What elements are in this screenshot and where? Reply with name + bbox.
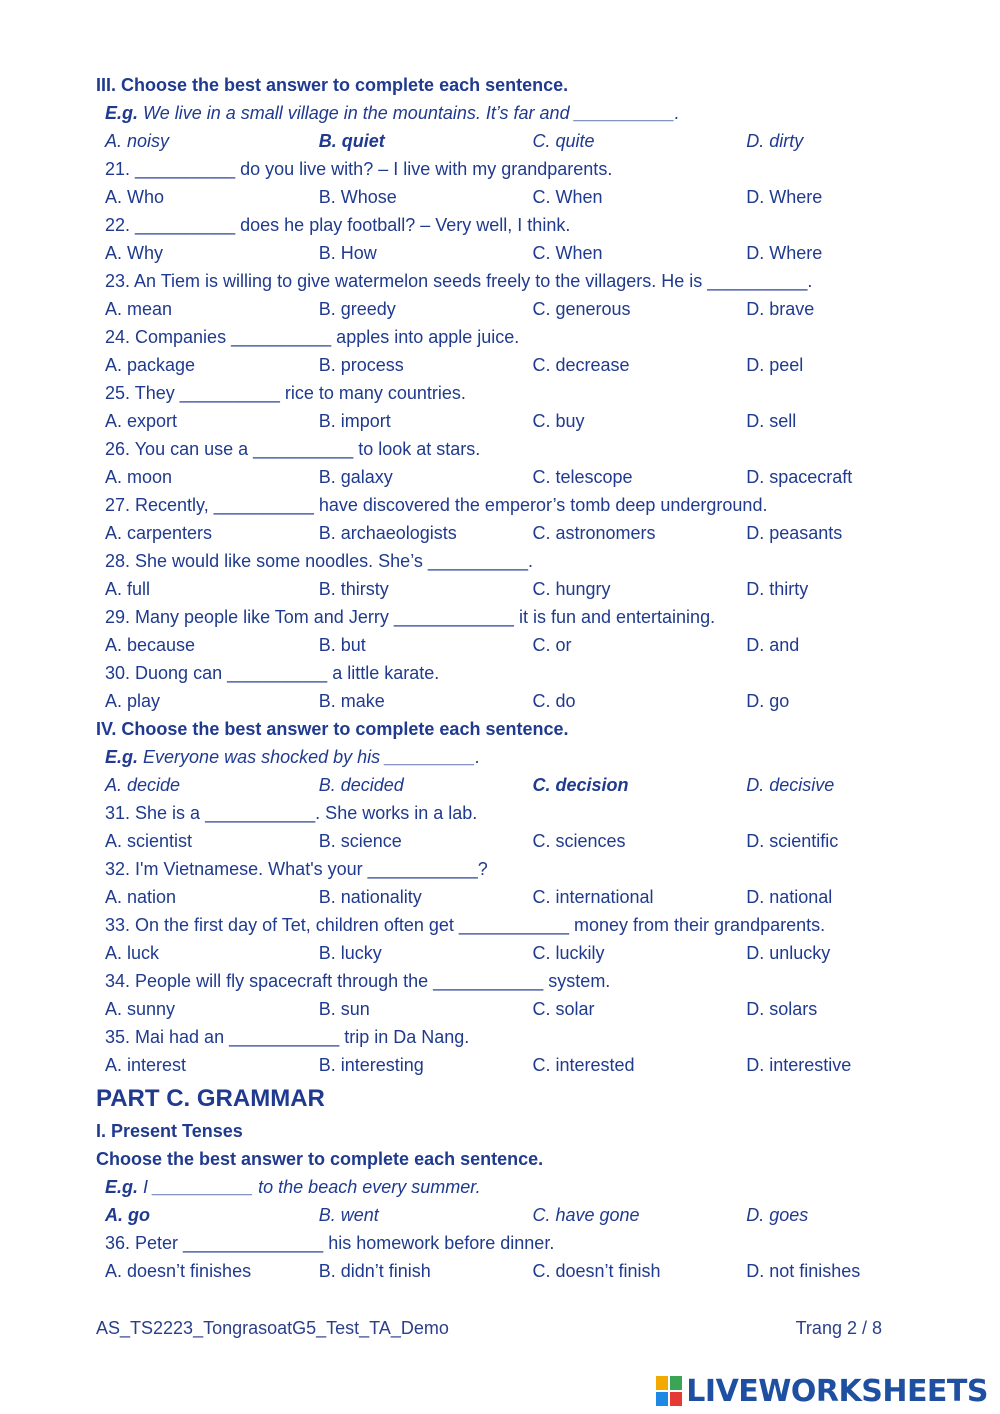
question-options (96, 687, 916, 715)
question-options (96, 995, 916, 1023)
example-text: I __________ to the beach every summer. (143, 1177, 481, 1197)
option-b[interactable]: B. sun (318, 999, 370, 1019)
page-footer (96, 1318, 882, 1339)
option-b[interactable]: B. lucky (318, 943, 382, 963)
example-question (96, 743, 916, 771)
option-a[interactable]: A. nation (105, 887, 177, 907)
option-d[interactable]: D. brave (746, 299, 815, 319)
question-text: 33. On the first day of Tet, children often get ___________ money from their grandparents. (105, 915, 826, 935)
option-b[interactable]: B. import (318, 411, 391, 431)
option-a[interactable]: A. luck (105, 943, 160, 963)
option-c[interactable]: C. hungry (532, 579, 611, 599)
example-question (96, 99, 916, 127)
option-d[interactable]: D. scientific (746, 831, 839, 851)
example-options (96, 1201, 916, 1229)
question-text: 21. __________ do you live with? – I live with my grandparents. (105, 159, 613, 179)
option-a-answer[interactable]: A. go (105, 1205, 150, 1225)
option-c[interactable]: C. telescope (532, 467, 633, 487)
option-a[interactable]: A. scientist (105, 831, 193, 851)
question-text: 36. Peter ______________ his homework before dinner. (105, 1233, 555, 1253)
option-c[interactable]: C. international (532, 887, 654, 907)
option-b[interactable]: B. make (318, 691, 385, 711)
option-d[interactable]: D. solars (746, 999, 818, 1019)
option-a[interactable]: A. Why (105, 243, 164, 263)
option-c-answer[interactable]: C. decision (532, 775, 629, 795)
question-options (96, 295, 916, 323)
question-text: 30. Duong can __________ a little karate. (105, 663, 440, 683)
question-text: 29. Many people like Tom and Jerry ____________ it is fun and entertaining. (105, 607, 716, 627)
question-options (96, 519, 916, 547)
option-a[interactable]: A. moon (105, 467, 173, 487)
option-a[interactable]: A. noisy (105, 131, 170, 151)
document-id: AS_TS2223_TongrasoatG5_Test_TA_Demo (96, 1318, 449, 1338)
option-a[interactable]: A. mean (105, 299, 173, 319)
option-c[interactable]: C. astronomers (532, 523, 656, 543)
example-text: We live in a small village in the mountains. It’s far and __________. (143, 103, 680, 123)
option-c[interactable]: C. doesn’t finish (532, 1261, 661, 1281)
option-d[interactable]: D. spacecraft (746, 467, 853, 487)
option-d[interactable]: D. thirty (746, 579, 809, 599)
option-a[interactable]: A. interest (105, 1055, 187, 1075)
subheading: I. Present Tenses (96, 1121, 243, 1141)
option-d[interactable]: D. decisive (746, 775, 835, 795)
example-label: E.g. (105, 1177, 139, 1197)
option-b[interactable]: B. didn’t finish (318, 1261, 431, 1281)
question-options (96, 827, 916, 855)
question-options (96, 939, 916, 967)
option-c[interactable]: C. When (532, 243, 603, 263)
option-a[interactable]: A. sunny (105, 999, 176, 1019)
worksheet-page (96, 71, 916, 1285)
option-a[interactable]: A. export (105, 411, 178, 431)
option-d[interactable]: D. goes (746, 1205, 809, 1225)
option-b[interactable]: B. process (318, 355, 404, 375)
option-a[interactable]: A. package (105, 355, 196, 375)
option-c[interactable]: C. generous (532, 299, 631, 319)
option-b[interactable]: B. nationality (318, 887, 422, 907)
question-text: 31. She is a ___________. She works in a lab. (105, 803, 478, 823)
option-c[interactable]: C. luckily (532, 943, 605, 963)
question-options (96, 183, 916, 211)
option-c[interactable]: C. do (532, 691, 576, 711)
question-options (96, 1257, 916, 1285)
section-heading: IV. Choose the best answer to complete each sentence. (96, 719, 569, 739)
option-b[interactable]: B. decided (318, 775, 404, 795)
option-c[interactable]: C. solar (532, 999, 595, 1019)
option-a[interactable]: A. carpenters (105, 523, 213, 543)
option-a[interactable]: A. because (105, 635, 196, 655)
option-d[interactable]: D. unlucky (746, 943, 831, 963)
question-text: 28. She would like some noodles. She’s __________. (105, 551, 533, 571)
option-b[interactable]: B. How (318, 243, 377, 263)
option-b[interactable]: B. galaxy (318, 467, 393, 487)
question-options (96, 575, 916, 603)
option-b[interactable]: B. greedy (318, 299, 396, 319)
option-c[interactable]: C. quite (532, 131, 595, 151)
question-text: 24. Companies __________ apples into apple juice. (105, 327, 520, 347)
option-c[interactable]: C. or (532, 635, 572, 655)
brand-name: LIVEWORKSHEETS (686, 1373, 988, 1409)
part-title: PART C. GRAMMAR (96, 1085, 325, 1112)
option-b[interactable]: B. but (318, 635, 366, 655)
question-text: 34. People will fly spacecraft through the ___________ system. (105, 971, 611, 991)
option-d[interactable]: D. peel (746, 355, 804, 375)
option-d[interactable]: D. and (746, 635, 800, 655)
section-heading: III. Choose the best answer to complete each sentence. (96, 75, 569, 95)
option-b[interactable]: B. thirsty (318, 579, 389, 599)
option-a[interactable]: A. full (105, 579, 151, 599)
option-c[interactable]: C. interested (532, 1055, 635, 1075)
question-options (96, 631, 916, 659)
option-d[interactable]: D. go (746, 691, 790, 711)
option-d[interactable]: D. Where (746, 243, 823, 263)
option-d[interactable]: D. peasants (746, 523, 843, 543)
option-d[interactable]: D. sell (746, 411, 797, 431)
example-options (96, 127, 916, 155)
option-d[interactable]: D. Where (746, 187, 823, 207)
option-c[interactable]: C. buy (532, 411, 585, 431)
question-options (96, 239, 916, 267)
question-options (96, 1051, 916, 1079)
question-text: 23. An Tiem is willing to give watermelon seeds freely to the villagers. He is __________. (105, 271, 813, 291)
option-b[interactable]: B. Whose (318, 187, 397, 207)
example-text: Everyone was shocked by his _________. (143, 747, 481, 767)
option-a[interactable]: A. decide (105, 775, 181, 795)
example-question (96, 1173, 916, 1201)
option-b[interactable]: B. science (318, 831, 402, 851)
option-d[interactable]: D. interestive (746, 1055, 852, 1075)
liveworksheets-logo-icon (656, 1376, 682, 1406)
option-b[interactable]: B. interesting (318, 1055, 424, 1075)
option-a[interactable]: A. Who (105, 187, 165, 207)
option-c[interactable]: C. When (532, 187, 603, 207)
option-a[interactable]: A. doesn’t finishes (105, 1261, 252, 1281)
question-options (96, 407, 916, 435)
page-number: Trang 2 / 8 (795, 1318, 882, 1338)
instruction: Choose the best answer to complete each sentence. (96, 1149, 544, 1169)
option-b[interactable]: B. archaeologists (318, 523, 457, 543)
option-c[interactable]: C. have gone (532, 1205, 640, 1225)
question-options (96, 883, 916, 911)
question-text: 27. Recently, __________ have discovered the emperor’s tomb deep underground. (105, 495, 768, 515)
option-d[interactable]: D. dirty (746, 131, 804, 151)
example-label: E.g. (105, 747, 139, 767)
option-c[interactable]: C. sciences (532, 831, 626, 851)
question-text: 25. They __________ rice to many countries. (105, 383, 466, 403)
question-text: 35. Mai had an ___________ trip in Da Nang. (105, 1027, 470, 1047)
question-text: 22. __________ does he play football? – Very well, I think. (105, 215, 571, 235)
option-b-answer[interactable]: B. quiet (318, 131, 385, 151)
example-options (96, 771, 916, 799)
option-c[interactable]: C. decrease (532, 355, 630, 375)
example-label: E.g. (105, 103, 139, 123)
question-options (96, 351, 916, 379)
option-b[interactable]: B. went (318, 1205, 379, 1225)
brand-logo (656, 1373, 988, 1409)
option-d[interactable]: D. national (746, 887, 833, 907)
question-text: 26. You can use a __________ to look at stars. (105, 439, 481, 459)
question-text: 32. I'm Vietnamese. What's your ___________? (105, 859, 488, 879)
option-a[interactable]: A. play (105, 691, 161, 711)
question-options (96, 463, 916, 491)
option-d[interactable]: D. not finishes (746, 1261, 861, 1281)
